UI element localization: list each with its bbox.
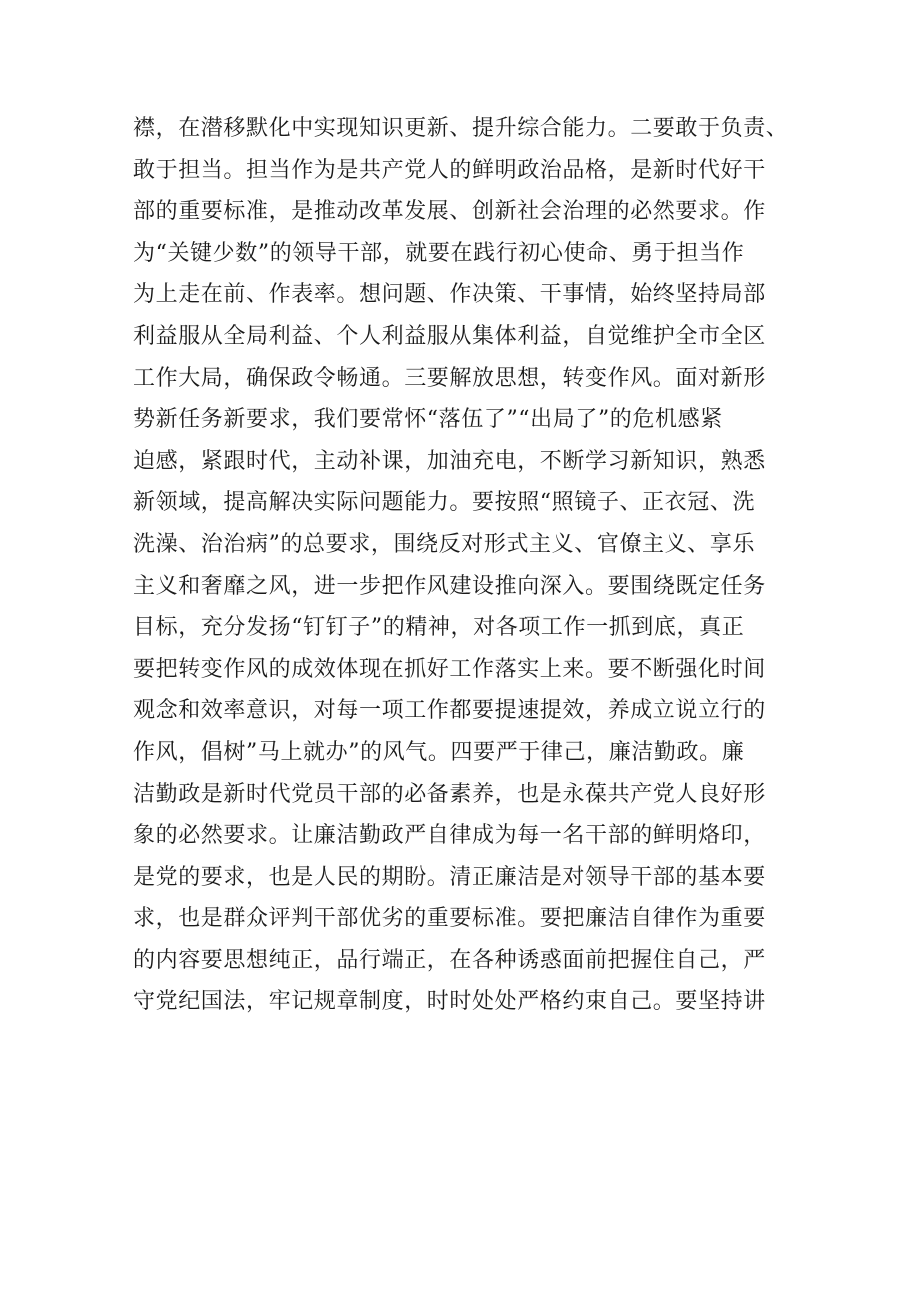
text-line: 主义和奢靡之风，进一步把作风建设推向深入。要围绕既定任务 xyxy=(133,573,766,599)
text-line: 要把转变作风的成效体现在抓好工作落实上来。要不断强化时间 xyxy=(133,656,766,682)
text-line: 为“关键少数”的领导干部，就要在践行初心使命、勇于担当作 xyxy=(133,240,745,266)
text-line: 敢于担当。担当作为是共产党人的鲜明政治品格，是新时代好干 xyxy=(133,157,766,183)
text-line: 目标，充分发扬“钉钉子”的精神，对各项工作一抓到底，真正 xyxy=(133,615,745,641)
text-line: 工作大局，确保政令畅通。三要解放思想，转变作风。面对新形 xyxy=(133,365,766,391)
text-line: 象的必然要求。让廉洁勤政严自律成为每一名干部的鲜明烙印， xyxy=(133,823,766,849)
text-line: 势新任务新要求，我们要常怀“落伍了”“出局了”的危机感紧 xyxy=(133,407,723,433)
text-line: 部的重要标准，是推动改革发展、创新社会治理的必然要求。作 xyxy=(133,199,766,225)
text-line: 襟，在潜移默化中实现知识更新、提升综合能力。二要敢于负责、 xyxy=(133,116,789,141)
text-line: 洁勤政是新时代党员干部的必备素养，也是永葆共产党人良好形 xyxy=(133,781,766,807)
text-line: 守党纪国法，牢记规章制度，时时处处严格约束自己。要坚持讲 xyxy=(133,989,766,1015)
body-paragraph xyxy=(133,108,813,1023)
text-line: 求，也是群众评判干部优劣的重要标准。要把廉洁自律作为重要 xyxy=(133,906,766,932)
text-line: 利益服从全局利益、个人利益服从集体利益，自觉维护全市全区 xyxy=(133,323,766,349)
text-line: 新领域，提高解决实际问题能力。要按照“照镜子、正衣冠、洗 xyxy=(133,490,756,516)
text-line: 作风，倡树”马上就办”的风气。四要严于律己，廉洁勤政。廉 xyxy=(133,739,745,765)
text-line: 的内容要思想纯正，品行端正，在各种诱惑面前把握住自己，严 xyxy=(133,947,766,973)
text-line: 迫感，紧跟时代，主动补课，加油充电，不断学习新知识，熟悉 xyxy=(133,448,766,474)
text-line: 洗澡、治治病”的总要求，围绕反对形式主义、官僚主义、享乐 xyxy=(133,531,756,557)
text-line: 是党的要求，也是人民的期盼。清正廉洁是对领导干部的基本要 xyxy=(133,864,766,890)
text-line: 为上走在前、作表率。想问题、作决策、干事情，始终坚持局部 xyxy=(133,282,766,308)
text-line: 观念和效率意识，对每一项工作都要提速提效，养成立说立行的 xyxy=(133,698,766,724)
